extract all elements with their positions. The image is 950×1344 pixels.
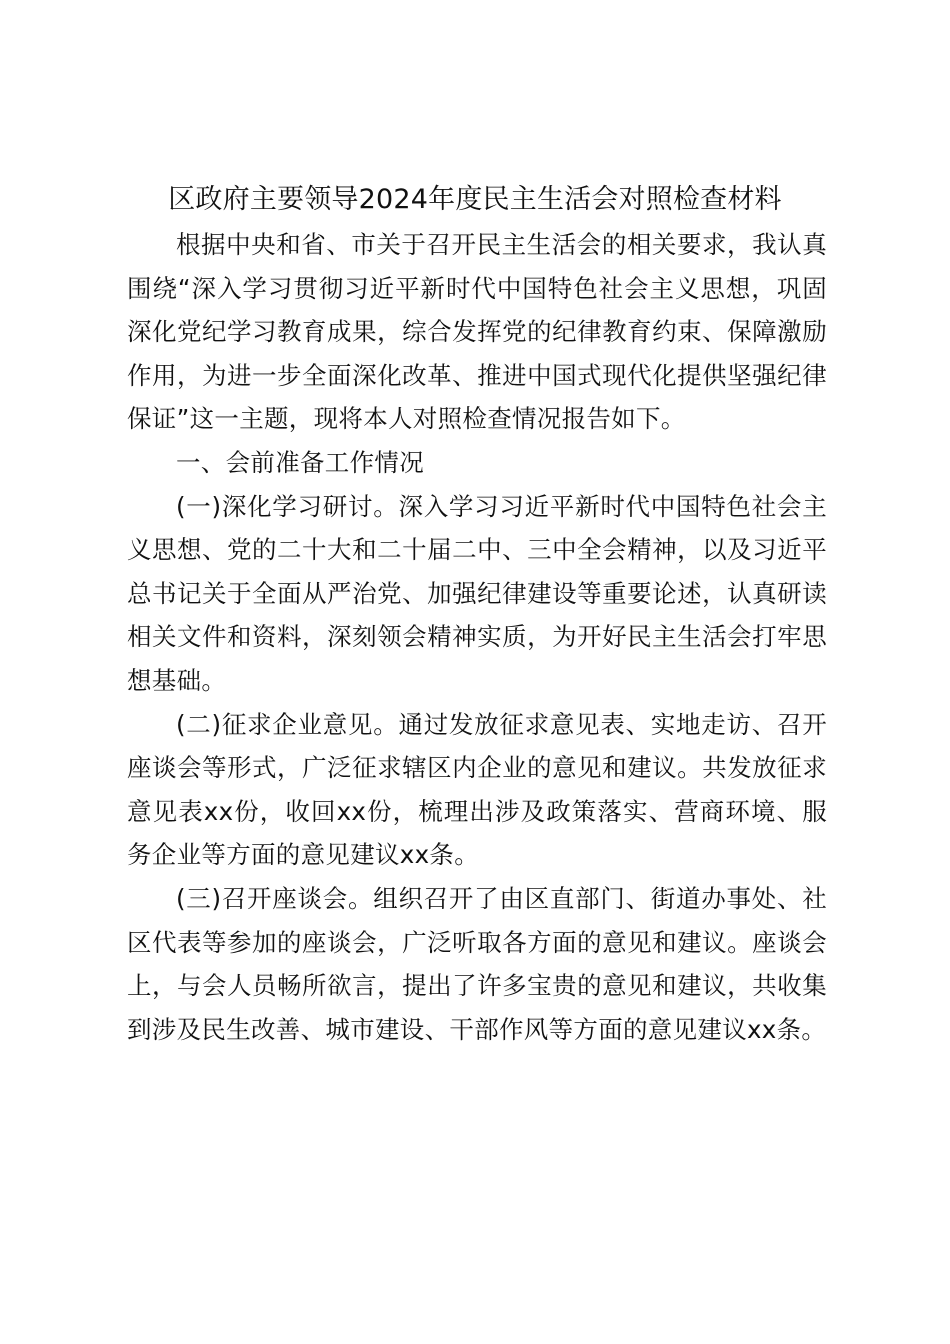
enterprise-opinion-paragraph: (二)征求企业意见。通过发放征求意见表、实地走访、召开座谈会等形式，广泛征求辖区内企业的意见和建议。共发放征求意见表xx份，收回xx份，梳理出涉及政策落实、营商环境、服务企业等方面的意见建议xx条。	[127, 709, 827, 870]
study-paragraph: (一)深化学习研讨。深入学习习近平新时代中国特色社会主义思想、党的二十大和二十届二中、三中全会精神，以及习近平总书记关于全面从严治党、加强纪律建设等重要论述，认真研读相关文件和资料，深刻领会精神实质，为开好民主生活会打牢思想基础。	[127, 491, 827, 695]
document-title: 区政府主要领导2024年度民主生活会对照检查材料	[168, 184, 782, 215]
document-body	[127, 223, 827, 1051]
symposium-paragraph: (三)召开座谈会。组织召开了由区直部门、街道办事处、社区代表等参加的座谈会，广泛听取各方面的意见和建议。座谈会上，与会人员畅所欲言，提出了许多宝贵的意见和建议，共收集到涉及民生改善、城市建设、干部作风等方面的意见建议xx条。	[127, 883, 827, 1044]
intro-paragraph: 根据中央和省、市关于召开民主生活会的相关要求，我认真围绕“深入学习贯彻习近平新时代中国特色社会主义思想，巩固深化党纪学习教育成果，综合发挥党的纪律教育约束、保障激励作用，为进一步全面深化改革、推进中国式现代化提供坚强纪律保证”这一主题，现将本人对照检查情况报告如下。	[127, 230, 827, 434]
section-heading: 一、会前准备工作情况	[176, 447, 424, 477]
